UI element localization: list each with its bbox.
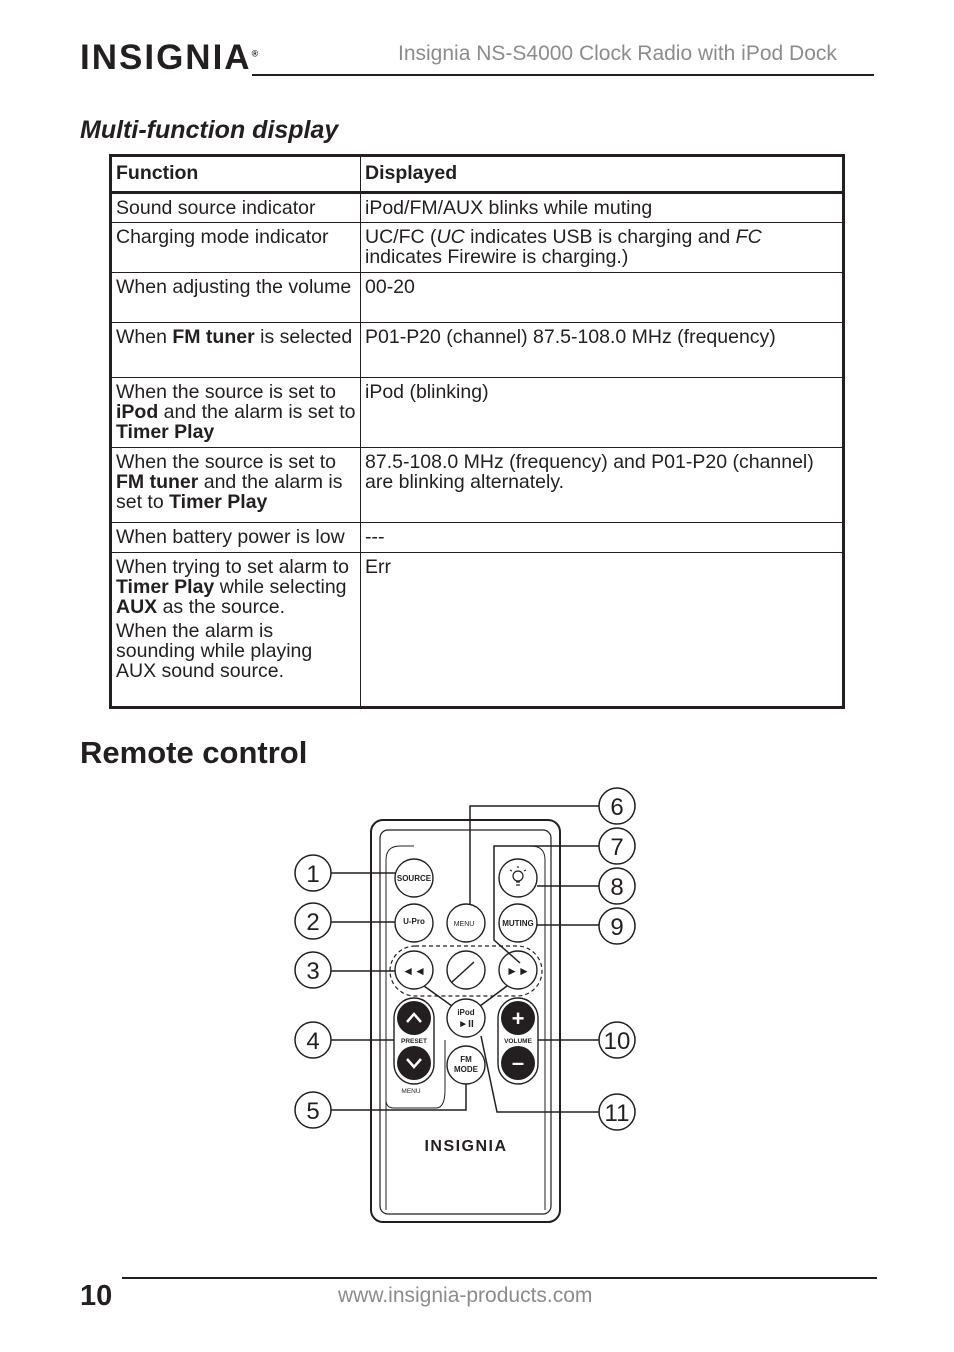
svg-text:2: 2 <box>306 909 320 936</box>
callout-1 <box>295 855 331 891</box>
svg-text:7: 7 <box>610 834 624 861</box>
callout-5 <box>295 1092 331 1128</box>
header-title: Insignia NS-S4000 Clock Radio with iPod Dock <box>398 42 837 65</box>
displayed-cell: UC/FC (UC indicates USB is charging and FC indicates Firewire is charging.) <box>361 223 844 273</box>
svg-text:5: 5 <box>306 1098 320 1125</box>
function-extra-text: When the alarm is sounding while playing AUX sound source. <box>116 620 313 682</box>
table-row <box>111 193 844 223</box>
header-rule <box>252 74 874 76</box>
function-cell: When battery power is low <box>111 523 361 553</box>
multifunction-heading: Multi-function display <box>80 116 339 144</box>
function-cell: When the source is set to iPod and the alarm is set to Timer Play <box>111 378 361 448</box>
upro-label: U-Pro <box>403 917 425 926</box>
callout-7 <box>599 828 635 864</box>
table-row <box>111 323 844 378</box>
svg-text:8: 8 <box>610 874 624 901</box>
column-header-displayed: Displayed <box>361 156 844 193</box>
preset-down-button <box>397 1046 431 1080</box>
footer-url[interactable]: www.insignia-products.com <box>338 1284 593 1307</box>
minus-icon: – <box>511 1050 525 1075</box>
fm-label: FM <box>460 1055 472 1064</box>
displayed-cell: --- <box>361 523 844 553</box>
remote-control-heading: Remote control <box>80 735 308 770</box>
svg-text:10: 10 <box>603 1028 631 1055</box>
svg-text:4: 4 <box>306 1028 320 1055</box>
callout-4 <box>295 1022 331 1058</box>
function-cell: Charging mode indicator <box>111 223 361 273</box>
displayed-cell: 00-20 <box>361 273 844 323</box>
table-row <box>111 273 844 323</box>
remote-logo: INSIGNIA <box>424 1138 508 1155</box>
preset-up-button <box>397 1001 431 1035</box>
menu-label: MENU <box>453 921 475 928</box>
svg-text:11: 11 <box>604 1100 630 1127</box>
function-cell: When the source is set to FM tuner and the alarm is set to Timer Play <box>111 448 361 523</box>
table-row <box>111 448 844 523</box>
insignia-logo: INSIGNIA® <box>80 38 259 77</box>
displayed-cell: iPod/FM/AUX blinks while muting <box>361 193 844 223</box>
mode-label: MODE <box>454 1065 478 1074</box>
callout-6 <box>599 788 635 824</box>
preset-label: PRESET <box>400 1038 428 1045</box>
displayed-cell: 87.5-108.0 MHz (frequency) and P01-P20 (channel) are blinking alternately. <box>361 448 844 523</box>
displayed-cell: Err <box>361 553 844 708</box>
prev-icon: ◄◄ <box>402 964 426 978</box>
callout-3 <box>295 952 331 988</box>
table-row <box>111 378 844 448</box>
displayed-cell: iPod (blinking) <box>361 378 844 448</box>
callout-9 <box>599 908 635 944</box>
multifunction-table <box>109 154 845 709</box>
column-header-function: Function <box>111 156 361 193</box>
table-row <box>111 223 844 273</box>
remote-control-diagram <box>290 780 650 1230</box>
callout-8 <box>599 868 635 904</box>
page-number: 10 <box>80 1280 113 1312</box>
svg-text:9: 9 <box>610 914 624 941</box>
table-row <box>111 523 844 553</box>
light-button <box>499 859 537 897</box>
function-text: When trying to set alarm to Timer Play while selecting AUX as the source. <box>116 556 350 618</box>
svg-text:3: 3 <box>306 958 320 985</box>
svg-text:6: 6 <box>610 794 624 821</box>
plus-icon: + <box>511 1006 525 1031</box>
callout-2 <box>295 903 331 939</box>
callout-11 <box>599 1094 635 1130</box>
table-row <box>111 553 844 708</box>
volume-label: VOLUME <box>504 1038 532 1045</box>
function-cell: When adjusting the volume <box>111 273 361 323</box>
source-label: SOURCE <box>396 874 432 883</box>
muting-label: MUTING <box>502 919 534 928</box>
play-pause-icon: ►II <box>458 1019 474 1030</box>
menu-bottom-label: MENU <box>401 1088 421 1095</box>
function-cell: Sound source indicator <box>111 193 361 223</box>
displayed-cell: P01-P20 (channel) 87.5-108.0 MHz (frequency) <box>361 323 844 378</box>
ipod-button <box>447 999 485 1037</box>
svg-text:1: 1 <box>306 861 320 888</box>
ipod-label: iPod <box>457 1008 475 1017</box>
function-cell: When FM tuner is selected <box>111 323 361 378</box>
next-icon: ►► <box>506 964 530 978</box>
footer-rule <box>122 1277 877 1279</box>
callout-10 <box>599 1022 635 1058</box>
function-cell <box>111 553 361 708</box>
